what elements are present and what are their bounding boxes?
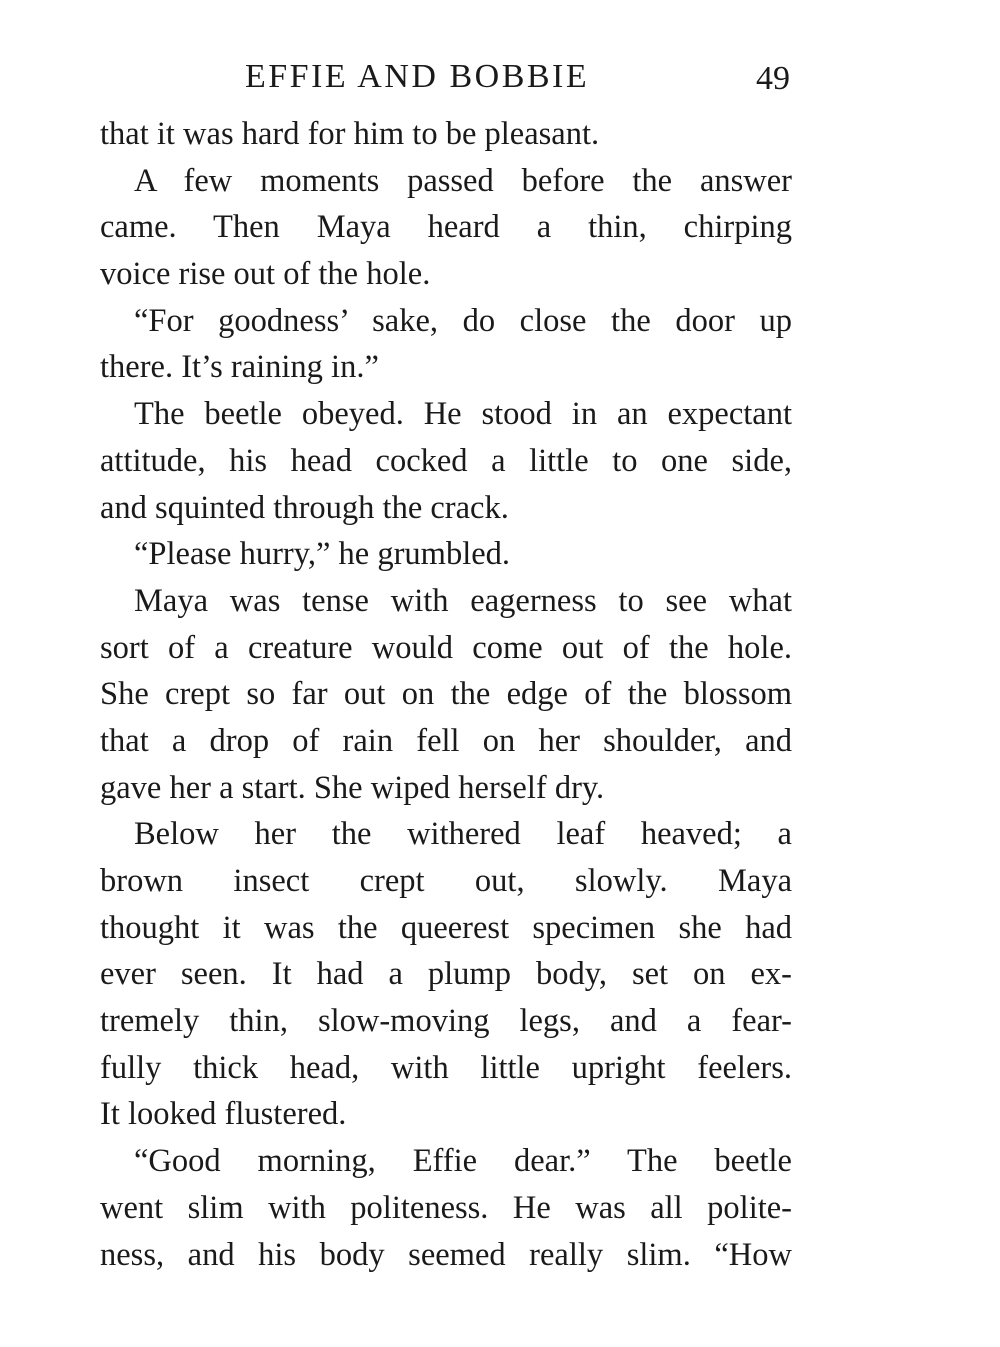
text-line: sort of a creature would come out of the hole. [100,629,792,666]
text-line: fully thick head, with little upright feelers. [100,1049,792,1086]
running-head: EFFIE AND BOBBIE [245,58,590,95]
text-line: ness, and his body seemed really slim. “How [100,1236,792,1273]
text-line: that it was hard for him to be pleasant. [100,116,600,152]
text-line: Below her the withered leaf heaved; a [134,816,792,853]
text-line: came. Then Maya heard a thin, chirping [100,209,792,246]
text-line: gave her a start. She wiped herself dry. [100,769,605,806]
text-line: She crept so far out on the edge of the blossom [100,676,792,713]
body-text [100,111,792,1278]
page-header [100,52,790,102]
text-line: The beetle obeyed. He stood in an expectant [134,396,792,433]
text-line: It looked flustered. [100,1096,347,1133]
text-line: that a drop of rain fell on her shoulder, and [100,722,792,759]
text-line: A few moments passed before the answer [134,162,792,199]
text-line: Maya was tense with eagerness to see what [134,582,792,619]
text-line: “Please hurry,” he grumbled. [134,536,511,573]
text-line: there. It’s raining in.” [100,349,379,386]
text-line: tremely thin, slow-moving legs, and a fear- [100,1003,792,1040]
text-line: ever seen. It had a plump body, set on ex- [100,956,792,993]
text-line: brown insect crept out, slowly. Maya [100,863,792,899]
text-line: “For goodness’ sake, do close the door up [134,302,792,339]
text-line: attitude, his head cocked a little to one side, [100,442,792,479]
text-line: and squinted through the crack. [100,489,509,526]
text-line: went slim with politeness. He was all polite- [100,1189,792,1226]
page-number: 49 [756,60,790,97]
text-line: thought it was the queerest specimen she had [100,909,792,946]
text-line: voice rise out of the hole. [100,256,431,293]
text-line: “Good morning, Effie dear.” The beetle [134,1143,792,1180]
